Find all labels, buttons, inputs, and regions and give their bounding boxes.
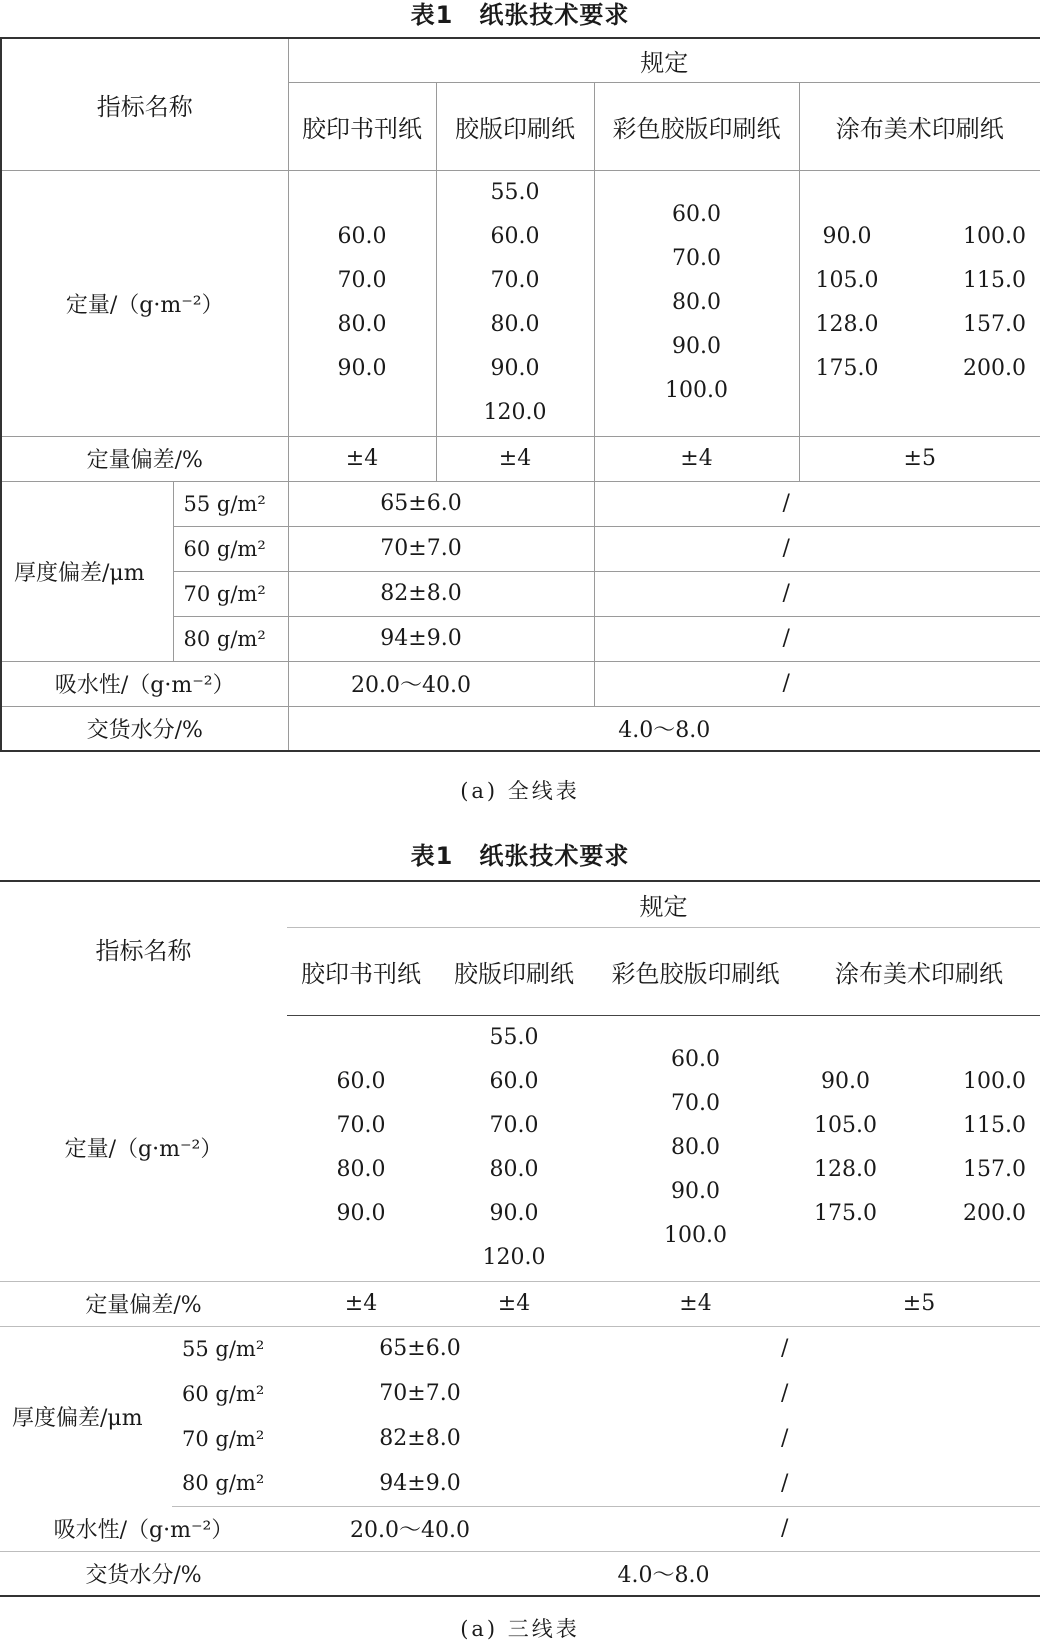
thickness-value — [288, 616, 594, 661]
table-number: 表1 — [410, 842, 454, 870]
grammage-value: 175.0 — [814, 1201, 877, 1226]
thickness-value-text: 94±9.0 — [380, 626, 462, 651]
grammage-value: 60.0 — [336, 1069, 386, 1094]
slash-text: / — [782, 536, 790, 561]
grammage-value: 90.0 — [336, 1201, 386, 1226]
grammage-value: 90.0 — [337, 356, 387, 381]
slash-text: / — [782, 581, 790, 606]
thickness-value-text: 65±6.0 — [379, 1336, 461, 1362]
thickness-value — [288, 481, 594, 526]
caption-full-line: (a) 全线表 — [460, 779, 580, 803]
thickness-other — [594, 571, 1040, 616]
grammage-color-offset — [593, 1015, 798, 1281]
thickness-other — [593, 1416, 1040, 1461]
absorb-value — [288, 661, 594, 706]
grammage-value: 128.0 — [814, 1157, 877, 1182]
grammage-color-offset — [594, 170, 799, 436]
grammage-value: 60.0 — [490, 224, 540, 249]
thickness-value-text: 65±6.0 — [380, 491, 462, 516]
grammage-value: 70.0 — [671, 1091, 720, 1116]
thickness-gsm: 80 g/m² — [173, 616, 288, 661]
moisture-label: 交货水分/% — [85, 1562, 202, 1588]
header-col-coated: 涂布美术印刷纸 — [798, 927, 1040, 1015]
deviation-value: ±4 — [287, 1281, 435, 1326]
absorb-value-text: 20.0～40.0 — [351, 673, 471, 698]
absorb-label: 吸水性/（g·m⁻²） — [1, 661, 288, 706]
grammage-value: 90.0 — [490, 356, 540, 381]
deviation-value: ±4 — [288, 436, 436, 481]
grammage-value: 90.0 — [822, 224, 872, 249]
thickness-other — [594, 526, 1040, 571]
grammage-offset-print — [435, 1015, 593, 1281]
grammage-value: 70.0 — [336, 1113, 386, 1138]
deviation-label: 定量偏差/% — [1, 436, 288, 481]
grammage-label: 定量/（g·m⁻²） — [1, 170, 288, 436]
grammage-value: 100.0 — [963, 1069, 1026, 1094]
grammage-value: 105.0 — [814, 1113, 877, 1138]
grammage-value: 60.0 — [489, 1069, 539, 1094]
grammage-value: 80.0 — [337, 312, 387, 337]
thickness-value-text: 82±8.0 — [379, 1426, 461, 1451]
grammage-value: 80.0 — [671, 1135, 720, 1160]
grammage-value: 80.0 — [489, 1157, 539, 1182]
moisture-label: 交货水分/% — [1, 706, 288, 751]
thickness-value — [287, 1326, 593, 1371]
thickness-gsm: 70 g/m² — [173, 571, 288, 616]
grammage-value: 175.0 — [815, 356, 879, 381]
thickness-value-text: 70±7.0 — [380, 536, 462, 561]
grammage-value: 105.0 — [815, 268, 879, 293]
header-spec: 规定 — [288, 38, 1040, 82]
grammage-value: 200.0 — [963, 356, 1026, 381]
three-line-table — [0, 880, 1040, 1597]
grammage-value: 70.0 — [489, 1113, 539, 1138]
caption-three-line: (a) 三线表 — [460, 1617, 580, 1641]
slash-text: / — [781, 1470, 789, 1496]
deviation-value: ±4 — [436, 436, 594, 481]
thickness-value-text: 94±9.0 — [379, 1470, 461, 1496]
header-spec: 规定 — [287, 881, 1040, 927]
thickness-gsm: 55 g/m² — [173, 481, 288, 526]
thickness-gsm: 55 g/m² — [172, 1326, 287, 1371]
header-col-offset-book: 胶印书刊纸 — [287, 927, 435, 1015]
thickness-gsm: 80 g/m² — [172, 1461, 287, 1506]
grammage-value: 55.0 — [490, 180, 540, 205]
thickness-other — [594, 616, 1040, 661]
thickness-gsm: 70 g/m² — [182, 1426, 265, 1451]
grammage-value: 90.0 — [671, 1179, 720, 1204]
grammage-value: 100.0 — [963, 224, 1026, 249]
slash-text: / — [782, 671, 790, 696]
slash-text: / — [781, 1336, 789, 1362]
grammage-offset-book — [288, 170, 436, 436]
grammage-value: 120.0 — [482, 1245, 546, 1270]
thickness-other — [593, 1371, 1040, 1416]
deviation-value: ±5 — [798, 1281, 1040, 1326]
deviation-value: ±4 — [594, 436, 799, 481]
deviation-label: 定量偏差/% — [0, 1281, 287, 1326]
grammage-value: 80.0 — [336, 1157, 386, 1182]
thickness-other — [593, 1326, 1040, 1371]
table-title-full — [0, 0, 1040, 30]
table-title-three — [0, 841, 1040, 871]
absorb-value-text: 20.0～40.0 — [350, 1518, 470, 1543]
absorb-value — [287, 1506, 593, 1551]
deviation-value: ±4 — [435, 1281, 593, 1326]
thickness-value — [287, 1416, 593, 1461]
header-col-offset-print: 胶版印刷纸 — [436, 82, 594, 170]
grammage-value: 90.0 — [672, 334, 721, 359]
thickness-gsm: 60 g/m² — [182, 1381, 265, 1406]
slash-text: / — [781, 1516, 789, 1541]
header-col-offset-book: 胶印书刊纸 — [288, 82, 436, 170]
slash-text: / — [781, 1426, 789, 1451]
table-number: 表1 — [410, 1, 454, 29]
grammage-value: 128.0 — [815, 312, 879, 337]
grammage-coated — [798, 1015, 1040, 1281]
table-title-text: 纸张技术要求 — [479, 842, 630, 870]
thickness-value — [288, 526, 594, 571]
deviation-value: ±4 — [593, 1281, 798, 1326]
thickness-other — [593, 1461, 1040, 1506]
absorb-other — [594, 661, 1040, 706]
grammage-value: 157.0 — [963, 1157, 1026, 1182]
absorb-other — [593, 1506, 1040, 1551]
grammage-value: 60.0 — [671, 1047, 720, 1072]
header-col-coated: 涂布美术印刷纸 — [799, 82, 1040, 170]
thickness-value — [287, 1461, 593, 1506]
slash-text: / — [782, 626, 790, 651]
grammage-value: 80.0 — [672, 290, 721, 315]
header-indicator: 指标名称 — [1, 38, 288, 170]
grammage-value: 100.0 — [664, 1223, 727, 1248]
grammage-value: 55.0 — [489, 1025, 539, 1050]
header-col-color-offset: 彩色胶版印刷纸 — [593, 927, 798, 1015]
grammage-value: 60.0 — [672, 202, 721, 227]
grammage-value: 90.0 — [489, 1201, 539, 1226]
grammage-value: 100.0 — [665, 378, 728, 403]
grammage-value: 90.0 — [821, 1069, 870, 1094]
moisture-value: 4.0～8.0 — [288, 706, 1040, 751]
thickness-value — [288, 571, 594, 616]
header-col-offset-print: 胶版印刷纸 — [435, 927, 593, 1015]
slash-text: / — [782, 491, 790, 516]
grammage-offset-book — [287, 1015, 435, 1281]
thickness-gsm: 60 g/m² — [173, 526, 288, 571]
grammage-value: 70.0 — [672, 246, 721, 271]
deviation-value: ±5 — [799, 436, 1040, 481]
grammage-value: 70.0 — [337, 268, 387, 293]
full-line-table — [0, 37, 1040, 752]
thickness-label: 厚度偏差/μm — [1, 481, 173, 661]
grammage-coated — [799, 170, 1040, 436]
grammage-value: 157.0 — [963, 312, 1026, 337]
grammage-value: 80.0 — [490, 312, 540, 337]
grammage-value: 115.0 — [963, 268, 1026, 293]
absorb-label: 吸水性/（g·m⁻²） — [0, 1506, 287, 1551]
grammage-value: 70.0 — [490, 268, 540, 293]
header-col-color-offset: 彩色胶版印刷纸 — [594, 82, 799, 170]
grammage-value: 60.0 — [337, 224, 387, 249]
grammage-offset-print — [436, 170, 594, 436]
moisture-value: 4.0～8.0 — [617, 1562, 710, 1588]
header-indicator: 指标名称 — [95, 937, 192, 965]
slash-text: / — [781, 1381, 789, 1406]
table-title-text: 纸张技术要求 — [479, 1, 630, 29]
thickness-value — [287, 1371, 593, 1416]
thickness-other — [594, 481, 1040, 526]
grammage-value: 120.0 — [483, 400, 547, 425]
grammage-value: 115.0 — [963, 1113, 1026, 1138]
grammage-label: 定量/（g·m⁻²） — [64, 1137, 223, 1163]
thickness-value-text: 82±8.0 — [380, 581, 462, 606]
thickness-label: 厚度偏差/μm — [0, 1326, 172, 1506]
grammage-value: 200.0 — [963, 1201, 1026, 1226]
thickness-value-text: 70±7.0 — [379, 1381, 461, 1406]
